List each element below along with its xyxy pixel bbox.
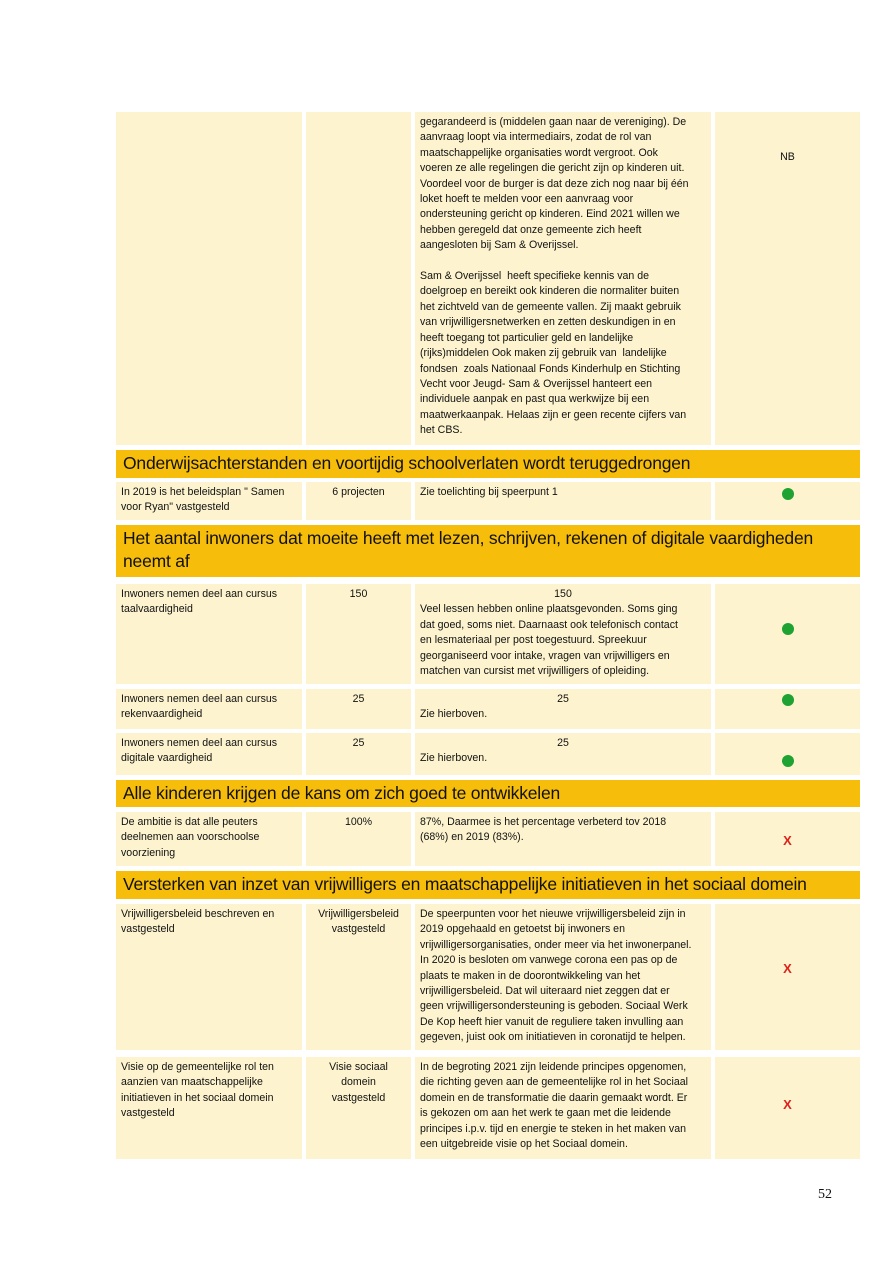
row6-col2: 100%	[306, 812, 411, 866]
row1-col3: gegarandeerd is (middelen gaan naar de vereniging). De aanvraag loopt via intermediairs, zodat de rol van maatschappelijke organisaties wordt vergroot. Ook voeren ze alle regelingen die gericht zijn op kinderen uit. Voordeel voor de burger is dat deze zich nog naar bij één loket hoeft te melden voor een aanvraag voor ondersteuning gericht op kinderen. Eind 2021 willen we hebben geregeld dat onze gemeente zich heeft aangesloten bij Sam & Overijssel. Sam & Overijssel heeft specifieke kennis van de doelgroep en bereikt ook kinderen die normaliter buiten het zichtveld van de gemeente vallen. Zij maakt gebruik van vrijwilligersnetwerken en zetten deskundigen in en heeft toegang tot particulier geld en landelijke (rijks)middelen Ook maken zij gebruik van landelijke fondsen zoals Nationaal Fonds Kinderhulp en Stichting Vecht voor Jeugd- Sam & Overijssel hanteert een individuele aanpak en past qua werkwijze bij een maatwerkaanpak. Helaas zijn er geen recente cijfers van het CBS.	[415, 112, 711, 445]
row8-col3: In de begroting 2021 zijn leidende principes opgenomen, die richting geven aan de gemeentelijke rol in het Sociaal domein en de transformatie die daarin gemaakt wordt. Er is gekozen om aan het werk te gaan met die leidende principes i.p.v. tijd en energie te steken in het maken van een uitgebreide visie op het Sociaal domein.	[415, 1057, 711, 1159]
row8-col1: Visie op de gemeentelijke rol ten aanzien van maatschappelijke initiatieven in het sociaal domein vastgesteld	[116, 1057, 302, 1159]
row6-status	[715, 812, 860, 866]
row7-col3: De speerpunten voor het nieuwe vrijwilligersbeleid zijn in 2019 opgehaald en getoetst bij inwoners en vrijwilligersorganisaties, onder meer via het inwonerpanel. In 2020 is besloten om vanwege corona een pas op de plaats te maken in de doorontwikkeling van het vrijwilligersbeleid. Dat wil uiteraard niet zeggen dat er geen vrijwilligersondersteuning is geboden. Sociaal Werk De Kop heeft hier vanuit de reguliere taken invulling aan gegeven, juist ook om initiatieven in coronatijd te helpen.	[415, 904, 711, 1050]
row5-status	[715, 733, 860, 775]
row3-explanation: Veel lessen hebben online plaatsgevonden. Soms ging dat goed, soms niet. Daarnaast ook telefonisch contact en lesmateriaal per post toegestuurd. Spreekuur georganiseerd voor intake, vragen van vrijwilligers en matchen van cursist met vrijwilligers of opleiding.	[420, 603, 678, 678]
row5-value: 25	[557, 737, 569, 749]
row2-col1: In 2019 is het beleidsplan " Samen voor Ryan" vastgesteld	[116, 482, 302, 520]
section-header-1: Onderwijsachterstanden en voortijdig schoolverlaten wordt teruggedrongen	[116, 450, 860, 478]
page-number: 52	[818, 1187, 832, 1202]
green-status-dot-icon	[782, 694, 794, 706]
green-status-dot-icon	[782, 755, 794, 767]
row5-explanation: Zie hierboven.	[420, 752, 488, 765]
row7-col1: Vrijwilligersbeleid beschreven en vastgesteld	[116, 904, 302, 1050]
red-x-icon: X	[783, 833, 792, 848]
red-x-icon: X	[783, 1097, 792, 1112]
row7-status	[715, 904, 860, 1050]
row4-value: 25	[557, 693, 569, 705]
section-header-3: Alle kinderen krijgen de kans om zich goed te ontwikkelen	[116, 780, 860, 807]
row5-col1: Inwoners nemen deel aan cursus digitale vaardigheid	[116, 733, 302, 775]
row3-status	[715, 584, 860, 684]
section-header-2: Het aantal inwoners dat moeite heeft met lezen, schrijven, rekenen of digitale vaardigheden neemt af	[116, 525, 860, 577]
row4-explanation: Zie hierboven.	[420, 708, 488, 721]
row5-col2: 25	[306, 733, 411, 775]
row2-col3: Zie toelichting bij speerpunt 1	[415, 482, 711, 520]
row2-col2: 6 projecten	[306, 482, 411, 520]
row4-col1: Inwoners nemen deel aan cursus rekenvaardigheid	[116, 689, 302, 729]
row5-col3	[415, 733, 711, 775]
row8-col2: Visie sociaal domein vastgesteld	[306, 1057, 411, 1159]
row8-status	[715, 1057, 860, 1159]
green-status-dot-icon	[782, 623, 794, 635]
row1-col1	[116, 112, 302, 445]
row3-col3	[415, 584, 711, 684]
row3-col1: Inwoners nemen deel aan cursus taalvaardigheid	[116, 584, 302, 684]
red-x-icon: X	[783, 961, 792, 976]
row6-col1: De ambitie is dat alle peuters deelnemen aan voorschoolse voorziening	[116, 812, 302, 866]
row3-value: 150	[554, 588, 572, 600]
row2-status	[715, 482, 860, 520]
row1-status: NB	[715, 112, 860, 445]
row7-col2: Vrijwilligersbeleid vastgesteld	[306, 904, 411, 1050]
row4-status	[715, 689, 860, 729]
row4-col3	[415, 689, 711, 729]
section-header-4: Versterken van inzet van vrijwilligers en maatschappelijke initiatieven in het sociaal domein	[116, 871, 860, 899]
row4-col2: 25	[306, 689, 411, 729]
row3-col2: 150	[306, 584, 411, 684]
row1-col2	[306, 112, 411, 445]
green-status-dot-icon	[782, 488, 794, 500]
row6-col3: 87%, Daarmee is het percentage verbeterd tov 2018 (68%) en 2019 (83%).	[415, 812, 711, 866]
